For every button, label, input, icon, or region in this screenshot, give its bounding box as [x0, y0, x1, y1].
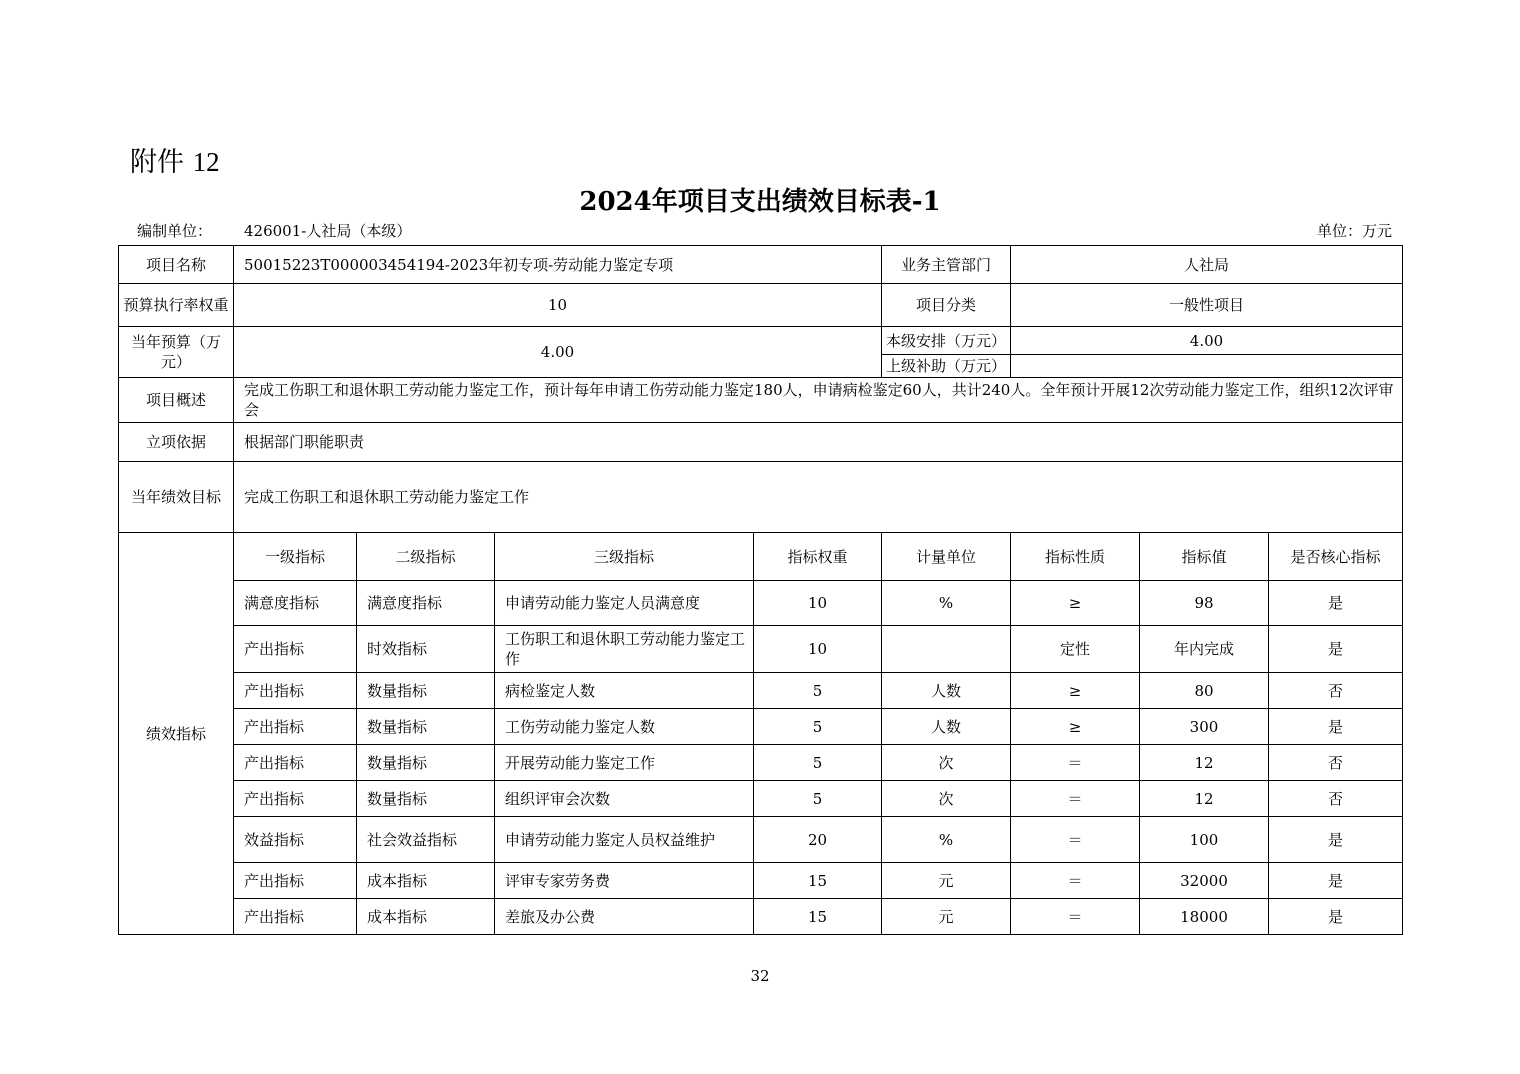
unit-label: 单位：万元 [1316, 222, 1392, 240]
page-number: 32 [750, 967, 770, 985]
cell-level2: 成本指标 [357, 863, 495, 899]
cell-weight: 5 [754, 781, 882, 817]
goal-value: 完成工伤职工和退休职工劳动能力鉴定工作 [234, 462, 1403, 533]
cell-weight: 5 [754, 673, 882, 709]
weight-label: 预算执行率权重 [119, 284, 234, 327]
cell-core: 是 [1269, 709, 1403, 745]
upper-value [1011, 355, 1403, 378]
header-value: 指标值 [1140, 533, 1269, 581]
indicator-row [119, 863, 1403, 899]
performance-table [118, 245, 1403, 935]
cell-value: 80 [1140, 673, 1269, 709]
cell-unit: 次 [882, 781, 1011, 817]
indicator-row [119, 581, 1403, 626]
cell-core: 是 [1269, 817, 1403, 863]
cell-level2: 成本指标 [357, 899, 495, 935]
cell-level3: 开展劳动能力鉴定工作 [495, 745, 754, 781]
row-basis [119, 423, 1403, 462]
cell-level1: 产出指标 [234, 899, 357, 935]
cell-level3: 组织评审会次数 [495, 781, 754, 817]
cell-level2: 时效指标 [357, 626, 495, 673]
cell-nature: ＝ [1011, 863, 1140, 899]
org-value: 426001-人社局（本级） [244, 222, 412, 240]
cell-nature: 定性 [1011, 626, 1140, 673]
project-name-value: 50015223T000003454194-2023年初专项-劳动能力鉴定专项 [234, 246, 882, 284]
cell-weight: 20 [754, 817, 882, 863]
attachment-label [130, 142, 220, 183]
header-level2: 二级指标 [357, 533, 495, 581]
cell-level2: 数量指标 [357, 781, 495, 817]
upper-label: 上级补助（万元） [882, 355, 1011, 378]
row-weight [119, 284, 1403, 327]
header-level3: 三级指标 [495, 533, 754, 581]
cell-value: 100 [1140, 817, 1269, 863]
indicator-row [119, 899, 1403, 935]
cell-core: 是 [1269, 863, 1403, 899]
cell-level3: 工伤职工和退休职工劳动能力鉴定工作 [495, 626, 754, 673]
budget-value: 4.00 [234, 327, 882, 378]
overview-value: 完成工伤职工和退休职工劳动能力鉴定工作，预计每年申请工伤劳动能力鉴定180人，申请病检鉴定60人，共计240人。全年预计开展12次劳动能力鉴定工作，组织12次评审会 [234, 378, 1403, 423]
cell-level2: 社会效益指标 [357, 817, 495, 863]
category-label: 项目分类 [882, 284, 1011, 327]
indicator-row [119, 626, 1403, 673]
header-core: 是否核心指标 [1269, 533, 1403, 581]
basis-value: 根据部门职能职责 [234, 423, 1403, 462]
cell-value: 12 [1140, 781, 1269, 817]
cell-unit: % [882, 817, 1011, 863]
cell-unit: 元 [882, 863, 1011, 899]
header-nature: 指标性质 [1011, 533, 1140, 581]
indicator-row [119, 673, 1403, 709]
cell-level3: 工伤劳动能力鉴定人数 [495, 709, 754, 745]
cell-value: 年内完成 [1140, 626, 1269, 673]
project-name-label: 项目名称 [119, 246, 234, 284]
cell-core: 否 [1269, 745, 1403, 781]
cell-weight: 5 [754, 745, 882, 781]
cell-level1: 产出指标 [234, 626, 357, 673]
cell-nature: ＝ [1011, 745, 1140, 781]
row-overview [119, 378, 1403, 423]
cell-nature: ≥ [1011, 673, 1140, 709]
cell-unit: % [882, 581, 1011, 626]
cell-unit: 人数 [882, 709, 1011, 745]
row-goal [119, 462, 1403, 533]
cell-level1: 产出指标 [234, 781, 357, 817]
cell-level3: 申请劳动能力鉴定人员权益维护 [495, 817, 754, 863]
local-label: 本级安排（万元） [882, 327, 1011, 355]
cell-core: 是 [1269, 581, 1403, 626]
header-unit: 计量单位 [882, 533, 1011, 581]
cell-level1: 产出指标 [234, 863, 357, 899]
cell-level2: 满意度指标 [357, 581, 495, 626]
cell-unit: 人数 [882, 673, 1011, 709]
cell-level2: 数量指标 [357, 673, 495, 709]
overview-label: 项目概述 [119, 378, 234, 423]
cell-level1: 效益指标 [234, 817, 357, 863]
cell-nature: ≥ [1011, 581, 1140, 626]
cell-level3: 差旅及办公费 [495, 899, 754, 935]
cell-core: 否 [1269, 781, 1403, 817]
cell-unit [882, 626, 1011, 673]
dept-value: 人社局 [1011, 246, 1403, 284]
cell-level3: 申请劳动能力鉴定人员满意度 [495, 581, 754, 626]
indicator-row [119, 817, 1403, 863]
org-label: 编制单位： [137, 222, 213, 240]
cell-level1: 满意度指标 [234, 581, 357, 626]
cell-level3: 病检鉴定人数 [495, 673, 754, 709]
indicator-header-row [119, 533, 1403, 581]
basis-label: 立项依据 [119, 423, 234, 462]
header-weight: 指标权重 [754, 533, 882, 581]
cell-level3: 评审专家劳务费 [495, 863, 754, 899]
header-level1: 一级指标 [234, 533, 357, 581]
cell-value: 98 [1140, 581, 1269, 626]
cell-weight: 10 [754, 581, 882, 626]
cell-weight: 10 [754, 626, 882, 673]
indicator-section-label: 绩效指标 [119, 533, 234, 935]
budget-label: 当年预算（万元） [119, 327, 234, 378]
cell-nature: ＝ [1011, 781, 1140, 817]
cell-core: 是 [1269, 899, 1403, 935]
cell-weight: 15 [754, 899, 882, 935]
cell-value: 32000 [1140, 863, 1269, 899]
cell-nature: ＝ [1011, 817, 1140, 863]
page-title: 2024年项目支出绩效目标表-1 [579, 187, 941, 217]
indicator-row [119, 781, 1403, 817]
cell-weight: 15 [754, 863, 882, 899]
category-value: 一般性项目 [1011, 284, 1403, 327]
local-value: 4.00 [1011, 327, 1403, 355]
cell-nature: ＝ [1011, 899, 1140, 935]
row-project-name [119, 246, 1403, 284]
cell-level1: 产出指标 [234, 745, 357, 781]
goal-label: 当年绩效目标 [119, 462, 234, 533]
cell-value: 12 [1140, 745, 1269, 781]
cell-core: 否 [1269, 673, 1403, 709]
cell-value: 300 [1140, 709, 1269, 745]
cell-unit: 次 [882, 745, 1011, 781]
dept-label: 业务主管部门 [882, 246, 1011, 284]
indicator-row [119, 745, 1403, 781]
row-budget [119, 327, 1403, 355]
cell-level2: 数量指标 [357, 745, 495, 781]
cell-core: 是 [1269, 626, 1403, 673]
cell-weight: 5 [754, 709, 882, 745]
cell-value: 18000 [1140, 899, 1269, 935]
cell-level2: 数量指标 [357, 709, 495, 745]
cell-level1: 产出指标 [234, 709, 357, 745]
cell-level1: 产出指标 [234, 673, 357, 709]
weight-value: 10 [234, 284, 882, 327]
indicator-row [119, 709, 1403, 745]
attachment-number: 12 [192, 147, 220, 177]
cell-unit: 元 [882, 899, 1011, 935]
attachment-word: 附件 [130, 147, 184, 178]
cell-nature: ≥ [1011, 709, 1140, 745]
